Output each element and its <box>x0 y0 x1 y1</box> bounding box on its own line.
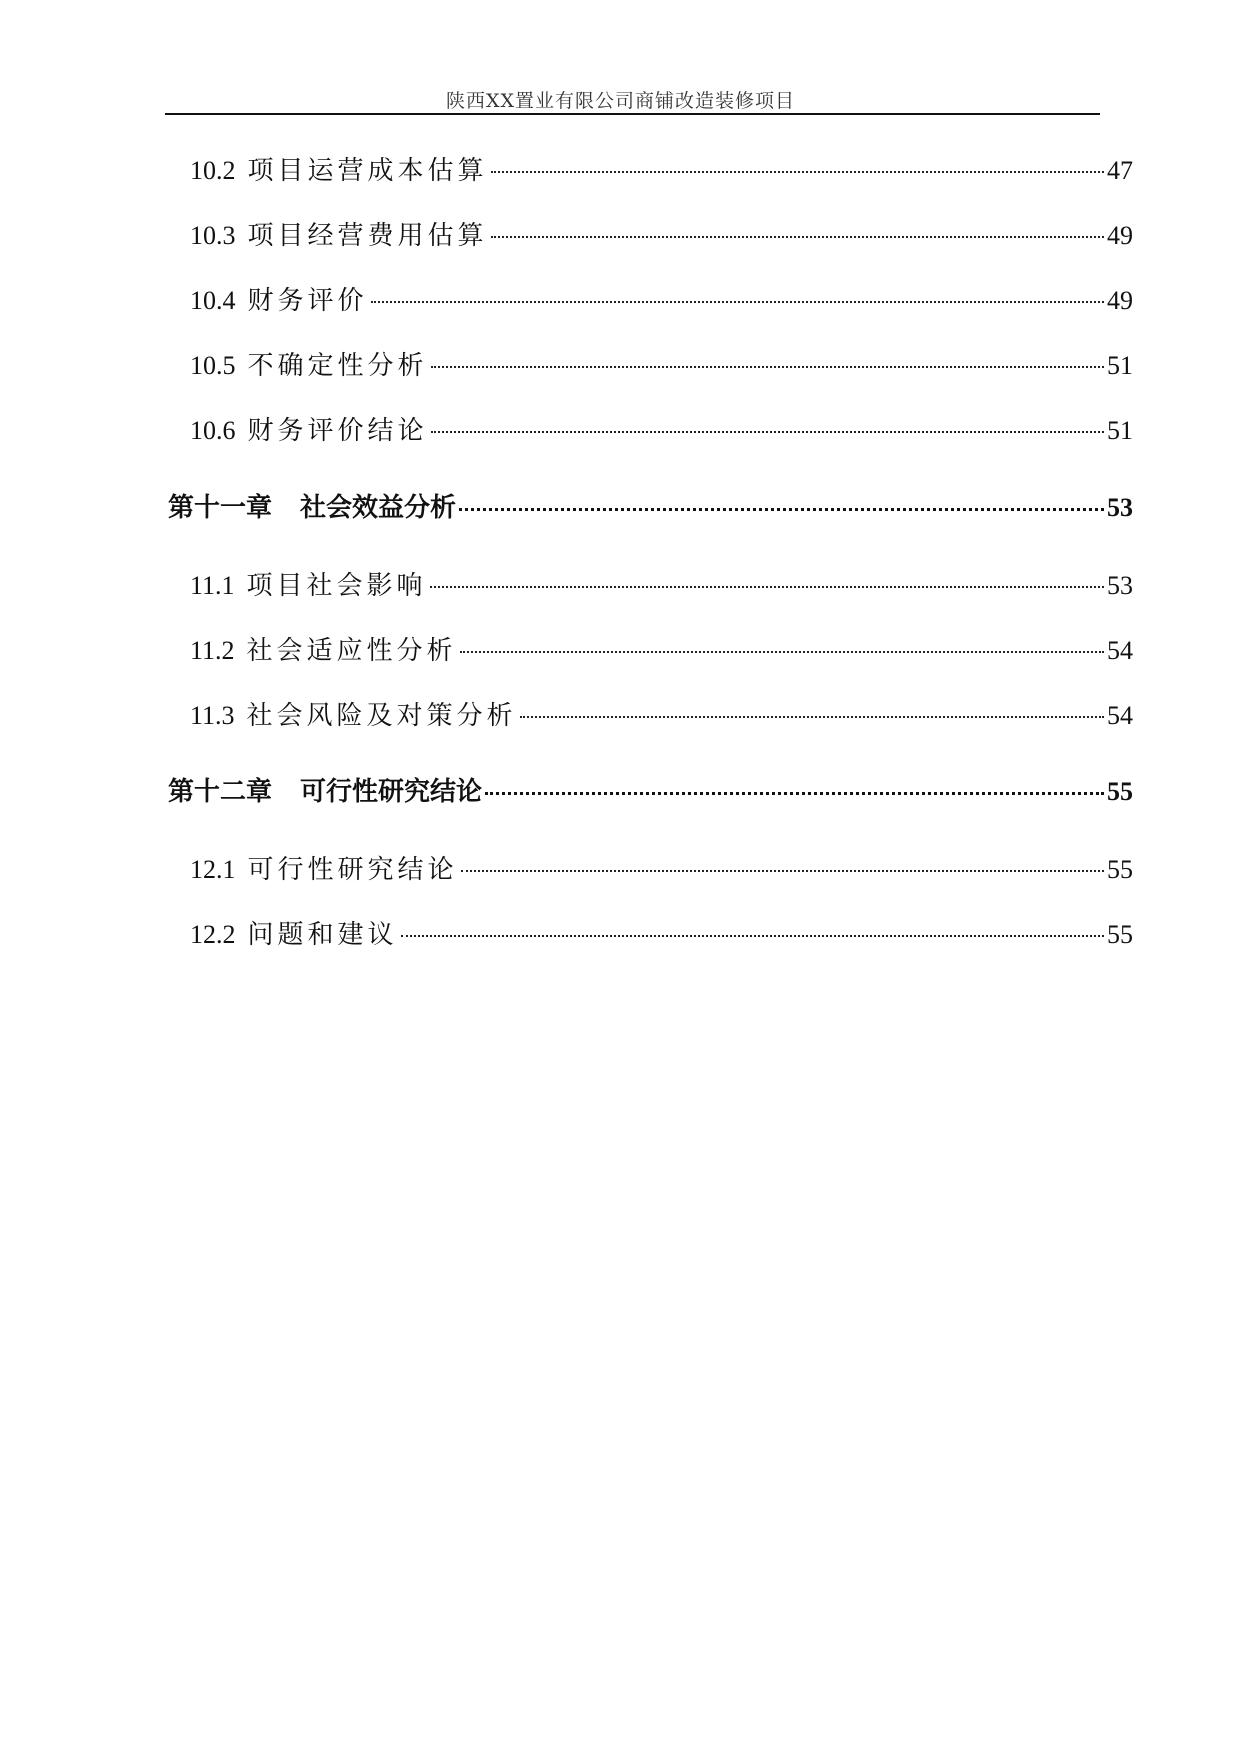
toc-leader-dots <box>431 431 1104 433</box>
toc-entry-10-2[interactable] <box>190 150 1133 187</box>
header-divider <box>165 113 1100 115</box>
toc-leader-dots <box>520 716 1104 718</box>
toc-leader-dots <box>461 870 1104 872</box>
toc-chapter-title: 可行性研究结论 <box>300 777 483 807</box>
toc-entry-12-2[interactable] <box>190 914 1133 951</box>
toc-entry-11-2[interactable] <box>190 630 1133 667</box>
toc-entry-10-5[interactable] <box>190 345 1133 382</box>
toc-page-number: 51 <box>1107 416 1133 445</box>
page-header-title: 陕西XX置业有限公司商铺改造装修项目 <box>445 90 796 112</box>
toc-leader-dots <box>431 366 1104 368</box>
toc-number: 12.2 <box>190 920 236 949</box>
toc-number: 10.2 <box>190 156 236 185</box>
toc-page-number: 53 <box>1107 571 1133 600</box>
toc-page-number: 53 <box>1107 493 1133 522</box>
toc-page-number: 47 <box>1107 156 1133 185</box>
toc-page-number: 55 <box>1107 855 1133 884</box>
toc-chapter-12[interactable] <box>168 771 1133 808</box>
toc-leader-dots <box>491 236 1104 238</box>
toc-page-number: 55 <box>1107 920 1133 949</box>
toc-title: 项目运营成本估算 <box>247 156 488 186</box>
toc-chapter-11[interactable] <box>168 487 1133 524</box>
toc-leader-dots <box>491 171 1104 173</box>
toc-title: 社会适应性分析 <box>246 636 457 666</box>
toc-title: 项目社会影响 <box>246 571 427 601</box>
toc-leader-dots <box>401 935 1104 937</box>
toc-page-number: 49 <box>1107 221 1133 250</box>
toc-entry-10-3[interactable] <box>190 215 1133 252</box>
toc-title: 社会风险及对策分析 <box>246 701 517 731</box>
toc-chapter-number: 第十一章 <box>168 493 273 522</box>
toc-chapter-title: 社会效益分析 <box>300 493 457 523</box>
toc-entry-11-1[interactable] <box>190 565 1133 602</box>
toc-entry-12-1[interactable] <box>190 849 1133 886</box>
toc-leader-dots <box>485 792 1104 795</box>
toc-page-number: 54 <box>1107 701 1133 730</box>
toc-leader-dots <box>430 586 1104 588</box>
toc-number: 10.3 <box>190 221 236 250</box>
toc-page-number: 51 <box>1107 351 1133 380</box>
toc-number: 11.1 <box>190 571 235 600</box>
toc-number: 11.2 <box>190 636 235 665</box>
toc-number: 10.4 <box>190 286 236 315</box>
toc-page-number: 54 <box>1107 636 1133 665</box>
toc-entry-11-3[interactable] <box>190 695 1133 732</box>
toc-page-number: 49 <box>1107 286 1133 315</box>
toc-title: 项目经营费用估算 <box>247 221 488 251</box>
toc-number: 12.1 <box>190 855 236 884</box>
toc-title: 问题和建议 <box>247 920 398 950</box>
toc-entry-10-4[interactable] <box>190 280 1133 317</box>
toc-leader-dots <box>371 301 1104 303</box>
toc-title: 不确定性分析 <box>247 351 428 381</box>
toc-number: 10.5 <box>190 351 236 380</box>
toc-chapter-number: 第十二章 <box>168 777 273 806</box>
toc-number: 10.6 <box>190 416 236 445</box>
toc-title: 可行性研究结论 <box>247 855 458 885</box>
toc-title: 财务评价结论 <box>247 416 428 446</box>
toc-title: 财务评价 <box>247 286 368 316</box>
toc-entry-10-6[interactable] <box>190 410 1133 447</box>
toc-number: 11.3 <box>190 701 235 730</box>
toc-leader-dots <box>459 508 1104 511</box>
toc-page-number: 55 <box>1107 777 1133 806</box>
toc-leader-dots <box>460 651 1104 653</box>
